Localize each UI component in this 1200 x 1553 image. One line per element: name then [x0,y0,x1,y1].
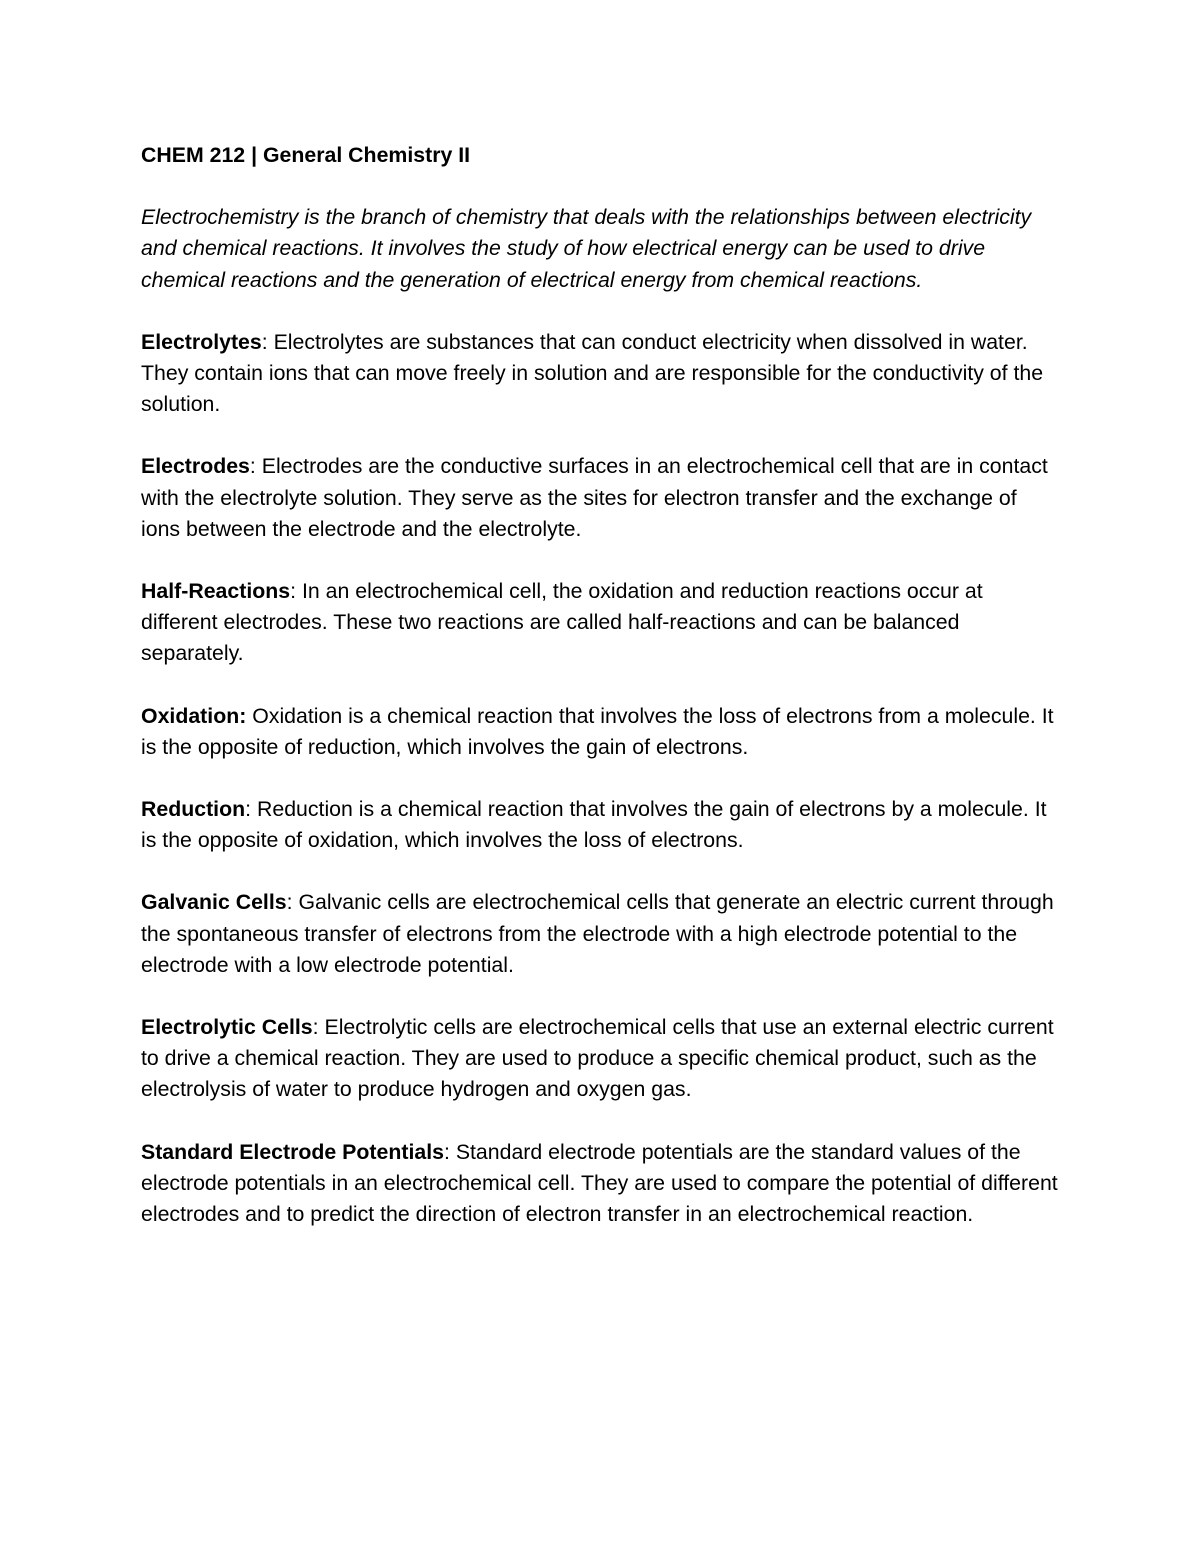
entry-term: Electrolytic Cells [141,1015,313,1040]
entry-text: Standard electrode potentials are the standard values of the electrode potentials in an electrochemical cell. They are used to compare the potential of different electrodes and to predict the direction of electron transfer in an electrochemical reaction. [141,1139,1058,1227]
entry-reduction [141,794,1061,856]
entry-half-reactions [141,576,1061,670]
entry-term: Electrodes [141,454,250,479]
entry-separator: : [443,1139,456,1164]
entry-term: Oxidation: [141,703,247,728]
document-page [141,140,1061,1261]
entry-term: Standard Electrode Potentials [141,1139,444,1164]
entry-term: Reduction [141,797,246,822]
entry-text: Oxidation is a chemical reaction that involves the loss of electrons from a molecule. It is the opposite of reduction, which involves the gain of electrons. [141,703,1054,759]
entry-term: Galvanic Cells [141,890,287,915]
entry-separator: : [290,579,302,604]
entry-electrolytic-cells [141,1012,1061,1106]
entry-electrodes [141,451,1061,545]
entry-term: Electrolytes [141,329,262,354]
entry-oxidation [141,701,1061,763]
entry-text: Electrolytic cells are electrochemical cells that use an external electric current to drive a chemical reaction. They are used to produce a specific chemical product, such as the electrolysis of water to produce hydrogen and oxygen gas. [141,1015,1054,1102]
entry-separator: : [312,1015,325,1040]
entry-text: Reduction is a chemical reaction that involves the gain of electrons by a molecule. It is the opposite of oxidation, which involves the loss of electrons. [141,797,1047,853]
intro-paragraph: Electrochemistry is the branch of chemistry that deals with the relationships between electricity and chemical reactions. It involves the study of how electrical energy can be used to drive chemical reactions and the generation of electrical energy from chemical reactions. [141,205,1032,292]
entry-separator: : [286,890,299,915]
entry-galvanic-cells [141,887,1061,981]
entry-separator: : [261,329,274,354]
entry-text: In an electrochemical cell, the oxidation and reduction reactions occur at different electrodes. These two reactions are called half-reactions and can be balanced separately. [141,579,983,666]
document-title: CHEM 212 | General Chemistry II [141,143,471,167]
entry-electrolytes [141,327,1061,421]
entry-text: Galvanic cells are electrochemical cells that generate an electric current through the spontaneous transfer of electrons from the electrode with a high electrode potential to the electrode with a low electrode potential. [141,890,1054,977]
entry-text: Electrodes are the conductive surfaces in an electrochemical cell that are in contact with the electrolyte solution. They serve as the sites for electron transfer and the exchange of ions between the electrode and the electrolyte. [141,454,1048,541]
entry-term: Half-Reactions [141,579,291,604]
entry-text: Electrolytes are substances that can conduct electricity when dissolved in water. They contain ions that can move freely in solution and are responsible for the conductivity of the solution. [141,329,1044,417]
entry-separator: : [249,454,262,479]
entry-standard-electrode-potentials [141,1137,1061,1231]
entry-separator: : [245,797,257,822]
